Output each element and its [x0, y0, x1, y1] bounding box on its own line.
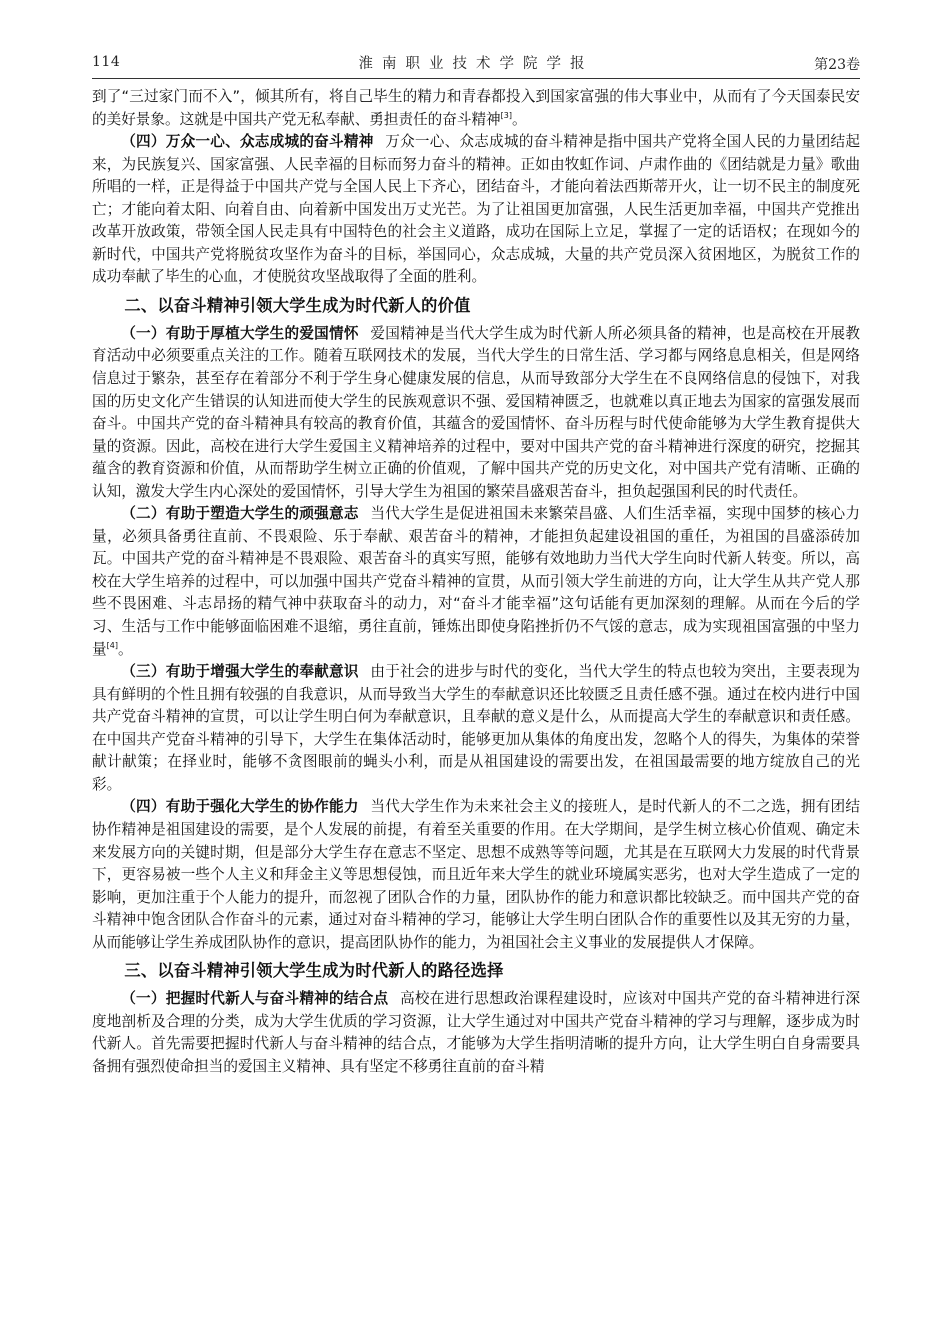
article-body	[92, 86, 860, 1078]
header-divider	[92, 78, 860, 79]
section-heading: 三、以奋斗精神引领大学生成为时代新人的路径选择	[124, 961, 504, 981]
paragraph-text: 到了“三过家门而不入”，倾其所有，将自己毕生的精力和青春都投入到国家富强的伟大事业中，从而有了今天国泰民安的美好景象。这就是中国共产党无私奉献、勇担责任的奋斗精神	[92, 88, 860, 128]
subsection-heading: （四）有助于强化大学生的协作能力	[121, 798, 359, 816]
paragraph-text: 当代大学生是促进祖国未来繁荣昌盛、人们生活幸福，实现中国梦的核心力量，必须具备勇往直前、不畏艰险、乐于奉献、艰苦奋斗的精神，才能担负起建设祖国的重任，为祖国的昌盛添砖加瓦。中国共产党的奋斗精神是不畏艰险、艰苦奋斗的真实写照，能够有效地助力当代大学生向时代新人转变。所以，高校在大学生培养的过程中，可以加强中国共产党奋斗精神的宣贯，从而引领大学生前进的方向，让大学生从共产党人那些不畏困难、斗志昂扬的精气神中获取奋斗的动力，对“奋斗才能幸福”这句话能有更加深刻的理解。从而在今后的学习、生活与工作中能够面临困难不退缩，勇往直前，锤炼出即使身陷挫折仍不气馁的意志，成为实现祖国富强的中坚力量	[92, 505, 860, 658]
subsection-heading: （三）有助于增强大学生的奉献意识	[121, 663, 359, 681]
section-paragraph	[92, 988, 860, 1078]
subsection-heading: （一）有助于厚植大学生的爱国情怀	[121, 324, 359, 342]
paragraph-text: 当代大学生作为未来社会主义的接班人，是时代新人的不二之选，拥有团结协作精神是祖国建设的需要，是个人发展的前提，有着至关重要的作用。在大学期间，是学生树立核心价值观、确定未来发展方向的关键时期，但是部分大学生存在意志不坚定、思想不成熟等等问题，尤其是在互联网大力发展的时代背景下，更容易被一些个人主义和拜金主义等思想侵蚀，而且近年来大学生的就业环境属实恶劣，也对大学生造成了一定的影响，更加注重于个人能力的提升，而忽视了团队合作的力量，团队协作的能力和意识都比较缺乏。而中国共产党的奋斗精神中饱含团队合作奋斗的元素，通过对奋斗精神的学习，能够让大学生明白团队合作的重要性以及其无穷的力量，从而能够让学生养成团队协作的意识，提高团队协作的能力，为祖国社会主义事业的发展提供人才保障。	[92, 798, 860, 951]
section-paragraph	[92, 323, 860, 503]
paragraph-text: 爱国精神是当代大学生成为时代新人所必须具备的精神，也是高校在开展教育活动中必须要重点关注的工作。随着互联网技术的发展，当代大学生的日常生活、学习都与网络息息相关，但是网络信息过于繁杂，甚至存在着部分不利于学生身心健康发展的信息，从而导致部分大学生在不良网络信息的侵蚀下，对我国的历史文化产生错误的认知进而使大学生的民族观意识不强、爱国精神匮乏，也就难以真正地去为国家的富强发展而奋斗。中国共产党的奋斗精神具有较高的教育价值，其蕴含的爱国情怀、奋斗历程与时代使命能够为大学生教育提供大量的资源。因此，高校在进行大学生爱国主义精神培养的过程中，要对中国共产党的奋斗精神进行深度的研究，挖掘其蕴含的教育资源和价值，从而帮助学生树立正确的价值观，了解中国共产党的历史文化，对中国共产党有清晰、正确的认知，激发大学生内心深处的爱国情怀，引导大学生为祖国的繁荣昌盛艰苦奋斗，担负起强国利民的时代责任。	[92, 324, 860, 500]
section-paragraph	[92, 131, 860, 289]
paragraph-text: 由于社会的进步与时代的变化，当代大学生的特点也较为突出，主要表现为具有鲜明的个性且拥有较强的自我意识，从而导致当大学生的奉献意识还比较匮乏且责任感不强。通过在校内进行中国共产党奋斗精神的宣贯，可以让学生明白何为奉献意识，且奉献的意义是什么，从而提高大学生的奉献意识和责任感。在中国共产党奋斗精神的引导下，大学生在集体活动时，能够更加从集体的角度出发，忽略个人的得失，为集体的荣誉献计献策；在择业时，能够不贪图眼前的蝇头小利，而是从祖国建设的需要出发，在祖国最需要的地方绽放自己的光彩。	[92, 663, 860, 793]
citation: [4]	[106, 640, 118, 650]
paragraph-text: 万众一心、众志成城的奋斗精神是指中国共产党将全国人民的力量团结起来，为民族复兴、国家富强、人民幸福的目标而努力奋斗的精神。正如由牧虹作词、卢肃作曲的《团结就是力量》歌曲所唱的一样，正是得益于中国共产党与全国人民上下齐心，团结奋斗，才能向着法西斯蒂开火，让一切不民主的制度死亡；才能向着太阳、向着自由、向着新中国发出万丈光芒。为了让祖国更加富强，人民生活更加幸福，中国共产党推出改革开放政策，带领全国人民走具有中国特色的社会主义道路，成功在国际上立足，掌握了一定的话语权；在现如今的新时代，中国共产党将脱贫攻坚作为奋斗的目标，举国同心，众志成城，大量的共产党员深入贫困地区，为脱贫工作的成功奉献了毕生的心血，才使脱贫攻坚战取得了全面的胜利。	[92, 133, 860, 286]
section-heading: 二、以奋斗精神引领大学生成为时代新人的价值	[124, 295, 471, 315]
journal-title: 淮南职业技术学院学报	[358, 56, 594, 72]
citation: [3]	[500, 110, 512, 120]
paragraph-text: 高校在进行思想政治课程建设时，应该对中国共产党的奋斗精神进行深度地剖析及合理的分类，成为大学生优质的学习资源，让大学生通过对中国共产党奋斗精神的学习与理解，逐步成为时代新人。首先需要把握时代新人与奋斗精神的结合点，才能够为大学生指明清晰的提升方向，让大学生明白自身需要具备拥有强烈使命担当的爱国主义精神、具有坚定不移勇往直前的奋斗精	[92, 990, 860, 1075]
paragraph-tail: 。	[511, 110, 527, 128]
subsection-heading: （四）万众一心、众志成城的奋斗精神	[121, 133, 374, 151]
volume-label: 第23卷	[814, 57, 860, 73]
subsection-heading: （一）把握时代新人与奋斗精神的结合点	[121, 990, 389, 1008]
paragraph-tail: 。	[117, 640, 133, 658]
page-number: 114	[92, 54, 121, 70]
section-paragraph	[92, 503, 860, 661]
intro-paragraph	[92, 86, 860, 131]
section-paragraph	[92, 661, 860, 796]
section-paragraph	[92, 796, 860, 954]
page-header	[92, 50, 860, 76]
subsection-heading: （二）有助于塑造大学生的顽强意志	[121, 505, 359, 523]
